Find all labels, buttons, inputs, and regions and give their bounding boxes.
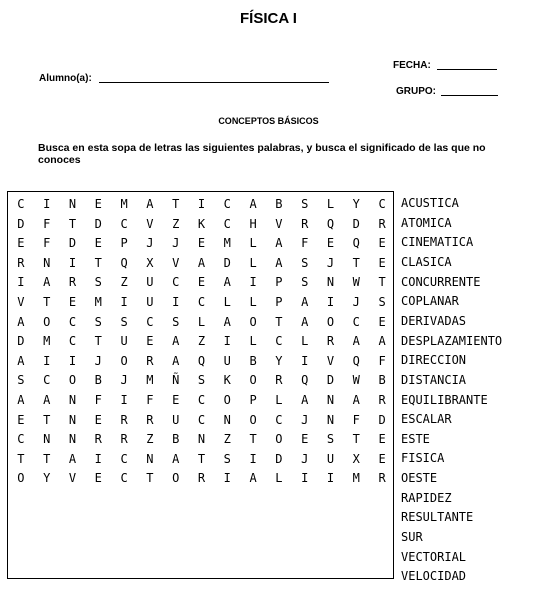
grid-letter[interactable]: T: [197, 451, 206, 466]
grid-letter[interactable]: N: [68, 197, 77, 211]
grid-letter[interactable]: F: [94, 393, 102, 407]
grid-letter[interactable]: E: [197, 275, 206, 290]
grid-letter[interactable]: C: [172, 275, 180, 290]
grid-letter[interactable]: P: [275, 275, 283, 290]
grid-letter[interactable]: S: [326, 432, 335, 447]
grid-letter[interactable]: I: [68, 353, 77, 368]
grid-letter[interactable]: U: [326, 451, 335, 466]
grid-letter[interactable]: E: [378, 255, 386, 270]
grid-letter[interactable]: M: [43, 334, 51, 349]
grid-letter[interactable]: B: [275, 197, 283, 211]
grid-letter[interactable]: I: [223, 471, 231, 486]
grid-letter[interactable]: X: [352, 451, 360, 466]
grid-letter[interactable]: T: [94, 334, 102, 349]
grid-letter[interactable]: M: [146, 373, 154, 388]
grid-letter[interactable]: A: [172, 451, 180, 466]
grid-letter[interactable]: C: [17, 197, 25, 211]
grid-letter[interactable]: A: [17, 353, 25, 368]
grid-letter[interactable]: C: [223, 216, 231, 231]
grid-letter[interactable]: A: [249, 471, 257, 486]
grid-letter[interactable]: C: [68, 334, 77, 349]
grid-letter[interactable]: I: [43, 353, 51, 368]
grid-letter[interactable]: T: [17, 451, 25, 466]
grid-letter[interactable]: Q: [301, 373, 309, 388]
grid-letter[interactable]: L: [249, 334, 257, 349]
grid-letter[interactable]: M: [120, 197, 128, 211]
grid-letter[interactable]: T: [94, 255, 102, 270]
section-subtitle: CONCEPTOS BÁSICOS: [218, 116, 319, 126]
grid-letter[interactable]: S: [94, 314, 102, 329]
grid-letter[interactable]: A: [223, 275, 231, 290]
grid-letter[interactable]: M: [352, 471, 360, 486]
grid-letter[interactable]: T: [68, 216, 77, 231]
grid-letter[interactable]: T: [275, 314, 283, 329]
word-list-item: ATOMICA: [401, 215, 452, 230]
grid-letter[interactable]: T: [378, 275, 386, 290]
grid-letter[interactable]: V: [326, 353, 335, 368]
grid-letter[interactable]: A: [197, 255, 206, 270]
grid-letter[interactable]: U: [172, 412, 180, 427]
grid-letter[interactable]: Q: [352, 353, 360, 368]
grid-letter[interactable]: E: [378, 432, 386, 447]
grid-letter[interactable]: E: [301, 432, 309, 447]
grid-letter[interactable]: A: [68, 451, 77, 466]
grid-letter[interactable]: F: [43, 216, 51, 231]
grid-letter[interactable]: V: [146, 216, 154, 231]
grid-letter[interactable]: E: [94, 236, 102, 251]
grid-letter[interactable]: L: [249, 236, 257, 251]
grid-letter[interactable]: A: [43, 393, 51, 407]
grid-letter[interactable]: E: [94, 412, 102, 427]
grid-letter[interactable]: D: [352, 216, 360, 231]
grid-letter[interactable]: R: [120, 412, 128, 427]
grid-letter[interactable]: Y: [43, 471, 51, 486]
grid-letter[interactable]: N: [223, 412, 231, 427]
grid-letter[interactable]: Z: [197, 334, 206, 349]
grid-letter[interactable]: P: [120, 236, 128, 251]
grid-letter[interactable]: M: [94, 295, 102, 309]
grid-letter[interactable]: D: [275, 451, 283, 466]
grid-letter[interactable]: Z: [172, 216, 180, 231]
grid-letter[interactable]: J: [172, 236, 180, 251]
student-name-field[interactable]: [99, 82, 329, 83]
word-list-item: COPLANAR: [401, 294, 459, 309]
grid-letter[interactable]: W: [352, 373, 360, 388]
grid-letter[interactable]: T: [249, 432, 257, 447]
grid-letter[interactable]: N: [326, 275, 335, 290]
grid-letter[interactable]: I: [326, 295, 335, 309]
grid-letter[interactable]: O: [120, 353, 128, 368]
grid-letter[interactable]: A: [146, 197, 154, 211]
grid-letter[interactable]: I: [43, 197, 51, 211]
word-list-item: RESULTANTE: [401, 510, 474, 525]
grid-letter[interactable]: S: [120, 314, 128, 329]
grid-letter[interactable]: Q: [352, 236, 360, 251]
grid-letter[interactable]: S: [172, 314, 180, 329]
word-list-item: SUR: [401, 530, 423, 545]
grid-letter[interactable]: R: [68, 275, 77, 290]
word-list-item: VECTORIAL: [401, 549, 467, 564]
group-field[interactable]: [441, 95, 498, 96]
grid-letter[interactable]: A: [17, 314, 25, 329]
grid-letter[interactable]: I: [301, 471, 309, 486]
grid-letter[interactable]: I: [172, 295, 180, 309]
word-list-item: CONCURRENTE: [401, 274, 481, 289]
grid-letter[interactable]: S: [301, 197, 309, 211]
page-title: FÍSICA I: [240, 10, 297, 27]
grid-letter[interactable]: J: [301, 412, 309, 427]
word-list-item: CLASICA: [401, 254, 452, 269]
word-list-item: DESPLAZAMIENTO: [401, 333, 503, 348]
grid-letter[interactable]: E: [378, 451, 386, 466]
grid-letter[interactable]: A: [223, 314, 231, 329]
grid-letter[interactable]: N: [326, 393, 335, 407]
grid-letter[interactable]: A: [301, 314, 309, 329]
grid-letter[interactable]: P: [249, 393, 257, 407]
grid-letter[interactable]: O: [17, 471, 25, 486]
grid-letter[interactable]: I: [68, 255, 77, 270]
grid-letter[interactable]: E: [94, 471, 102, 486]
grid-letter[interactable]: R: [146, 353, 154, 368]
grid-letter[interactable]: A: [172, 353, 180, 368]
grid-letter[interactable]: E: [378, 236, 386, 251]
grid-letter[interactable]: B: [249, 353, 257, 368]
date-field[interactable]: [437, 69, 497, 70]
grid-letter[interactable]: L: [301, 334, 309, 349]
grid-letter[interactable]: X: [146, 255, 154, 270]
grid-letter[interactable]: P: [275, 295, 283, 309]
grid-letter[interactable]: R: [275, 373, 283, 388]
grid-letter[interactable]: I: [223, 334, 231, 349]
grid-letter[interactable]: A: [275, 236, 283, 251]
grid-letter[interactable]: D: [378, 412, 386, 427]
grid-letter[interactable]: D: [94, 216, 102, 231]
grid-letter[interactable]: U: [223, 353, 231, 368]
grid-letter[interactable]: I: [301, 353, 309, 368]
word-list-item: DISTANCIA: [401, 372, 467, 387]
grid-letter[interactable]: R: [94, 432, 102, 447]
grid-letter[interactable]: J: [94, 353, 102, 368]
grid-letter[interactable]: C: [68, 314, 77, 329]
grid-letter[interactable]: D: [68, 236, 77, 251]
grid-letter[interactable]: A: [378, 334, 386, 349]
grid-letter[interactable]: C: [120, 216, 128, 231]
grid-letter[interactable]: C: [275, 334, 283, 349]
grid-letter[interactable]: A: [275, 255, 283, 270]
grid-letter[interactable]: C: [275, 412, 283, 427]
grid-letter[interactable]: A: [17, 393, 25, 407]
grid-letter[interactable]: U: [120, 334, 128, 349]
grid-letter[interactable]: A: [301, 393, 309, 407]
grid-letter[interactable]: N: [68, 432, 77, 447]
grid-letter[interactable]: C: [197, 393, 206, 407]
grid-letter[interactable]: M: [223, 236, 231, 251]
grid-letter[interactable]: R: [378, 216, 386, 231]
grid-letter[interactable]: A: [249, 197, 257, 211]
grid-letter[interactable]: K: [197, 216, 206, 231]
grid-letter[interactable]: Y: [352, 197, 360, 211]
grid-letter[interactable]: R: [378, 471, 386, 486]
grid-letter[interactable]: O: [249, 412, 257, 427]
grid-letter[interactable]: E: [94, 197, 102, 211]
grid-letter[interactable]: O: [249, 373, 257, 388]
word-list-item: ACUSTICA: [401, 196, 459, 210]
grid-letter[interactable]: Z: [146, 432, 154, 447]
word-list-item: OESTE: [401, 471, 438, 486]
grid-letter[interactable]: Q: [120, 255, 128, 270]
grid-letter[interactable]: I: [249, 275, 257, 290]
grid-letter[interactable]: Z: [120, 275, 128, 290]
grid-letter[interactable]: T: [43, 451, 51, 466]
grid-letter[interactable]: C: [146, 314, 154, 329]
grid-letter[interactable]: F: [301, 236, 309, 251]
grid-letter[interactable]: E: [68, 295, 77, 309]
grid-letter[interactable]: V: [68, 471, 77, 486]
grid-letter[interactable]: S: [301, 255, 309, 270]
grid-letter[interactable]: Q: [197, 353, 206, 368]
grid-letter[interactable]: D: [17, 216, 25, 231]
grid-letter[interactable]: I: [120, 393, 128, 407]
grid-letter[interactable]: O: [43, 314, 51, 329]
grid-letter[interactable]: T: [172, 197, 180, 211]
grid-letter[interactable]: A: [352, 334, 360, 349]
grid-letter[interactable]: O: [249, 314, 257, 329]
grid-letter[interactable]: L: [249, 255, 257, 270]
grid-letter[interactable]: F: [43, 236, 51, 251]
grid-letter[interactable]: C: [120, 471, 128, 486]
grid-letter[interactable]: R: [326, 334, 335, 349]
grid-letter[interactable]: N: [68, 412, 77, 427]
grid-letter[interactable]: C: [352, 314, 360, 329]
grid-letter[interactable]: U: [146, 275, 154, 290]
word-list-item: RAPIDEZ: [401, 490, 452, 505]
grid-letter[interactable]: E: [17, 236, 25, 251]
grid-letter[interactable]: Q: [326, 216, 335, 231]
grid-letter[interactable]: I: [197, 197, 206, 211]
grid-letter[interactable]: E: [172, 393, 180, 407]
grid-letter[interactable]: O: [275, 432, 283, 447]
grid-letter[interactable]: N: [43, 255, 51, 270]
grid-letter[interactable]: C: [223, 197, 231, 211]
grid-letter[interactable]: L: [223, 295, 231, 309]
grid-letter[interactable]: V: [172, 255, 180, 270]
grid-letter[interactable]: D: [17, 334, 25, 349]
grid-letter[interactable]: N: [43, 432, 51, 447]
grid-letter[interactable]: N: [68, 393, 77, 407]
grid-letter[interactable]: L: [275, 393, 283, 407]
grid-letter[interactable]: I: [17, 275, 25, 290]
word-list-item: ESCALAR: [401, 412, 452, 427]
grid-letter[interactable]: I: [326, 471, 335, 486]
grid-letter[interactable]: J: [352, 295, 360, 309]
word-list-item: EQUILIBRANTE: [401, 392, 488, 407]
grid-letter[interactable]: I: [120, 295, 128, 309]
grid-letter[interactable]: D: [223, 255, 231, 270]
grid-letter[interactable]: L: [197, 314, 206, 329]
grid-letter[interactable]: T: [146, 471, 154, 486]
grid-letter[interactable]: Ñ: [172, 373, 180, 388]
grid-letter[interactable]: S: [301, 275, 309, 290]
instructions-text: Busca en esta sopa de letras las siguientes palabras, y busca el significado de las que no conoces: [38, 142, 486, 166]
grid-letter[interactable]: L: [326, 197, 335, 211]
grid-letter[interactable]: S: [223, 451, 231, 466]
grid-letter[interactable]: C: [197, 295, 206, 309]
date-label: FECHA:: [393, 60, 431, 71]
word-list-item: VELOCIDAD: [401, 569, 467, 584]
grid-letter[interactable]: A: [43, 275, 51, 290]
grid-letter[interactable]: U: [146, 295, 154, 309]
grid-letter[interactable]: R: [146, 412, 154, 427]
grid-letter[interactable]: V: [17, 295, 25, 309]
word-list-item: FISICA: [401, 451, 445, 466]
grid-letter[interactable]: O: [223, 393, 231, 407]
grid-letter[interactable]: O: [326, 314, 335, 329]
grid-letter[interactable]: S: [94, 275, 102, 290]
grid-letter[interactable]: L: [275, 471, 283, 486]
grid-letter[interactable]: Y: [275, 353, 283, 368]
grid-letter[interactable]: T: [352, 255, 360, 270]
grid-letter[interactable]: E: [17, 412, 25, 427]
grid-letter[interactable]: C: [197, 412, 206, 427]
grid-letter[interactable]: C: [17, 432, 25, 447]
grid-letter[interactable]: A: [352, 393, 360, 407]
grid-letter[interactable]: R: [197, 471, 206, 486]
word-search-grid: [7, 191, 394, 579]
grid-letter[interactable]: N: [197, 432, 206, 447]
word-list-item: ESTE: [401, 431, 430, 446]
word-list-item: DERIVADAS: [401, 313, 467, 328]
grid-letter[interactable]: C: [120, 451, 128, 466]
word-list-item: CINEMATICA: [401, 235, 474, 250]
grid-letter[interactable]: R: [17, 255, 25, 270]
grid-letter[interactable]: N: [326, 412, 335, 427]
student-name-label: Alumno(a):: [39, 73, 92, 84]
grid-letter[interactable]: A: [301, 295, 309, 309]
grid-letter[interactable]: R: [378, 393, 386, 407]
grid-letter[interactable]: D: [326, 373, 335, 388]
grid-letter[interactable]: J: [146, 236, 154, 251]
grid-letter[interactable]: B: [94, 373, 102, 388]
grid-letter[interactable]: F: [146, 393, 154, 407]
grid-letter[interactable]: Z: [223, 432, 231, 447]
grid-letter[interactable]: R: [120, 432, 128, 447]
grid-letter[interactable]: F: [378, 353, 386, 368]
grid-letter[interactable]: T: [43, 412, 51, 427]
word-list-item: DIRECCION: [401, 353, 467, 368]
grid-letter[interactable]: C: [43, 373, 51, 388]
grid-letter[interactable]: O: [172, 471, 180, 486]
grid-letter[interactable]: J: [120, 373, 128, 388]
grid-letter[interactable]: J: [326, 255, 335, 270]
grid-letter[interactable]: I: [249, 451, 257, 466]
grid-letter[interactable]: O: [68, 373, 77, 388]
grid-letter[interactable]: E: [146, 334, 154, 349]
grid-letter[interactable]: S: [17, 373, 25, 388]
grid-letter[interactable]: E: [197, 236, 206, 251]
grid-letter[interactable]: C: [378, 197, 386, 211]
grid-letter[interactable]: R: [301, 216, 309, 231]
grid-letter[interactable]: S: [378, 295, 386, 309]
grid-letter[interactable]: W: [352, 275, 360, 290]
grid-letter[interactable]: T: [352, 432, 360, 447]
grid-letter[interactable]: T: [43, 295, 51, 309]
grid-letter[interactable]: H: [249, 216, 257, 231]
grid-letter[interactable]: J: [301, 451, 309, 466]
grid-letter[interactable]: E: [378, 314, 386, 329]
grid-letter[interactable]: B: [172, 432, 180, 447]
grid-letter[interactable]: A: [172, 334, 180, 349]
group-label: GRUPO:: [396, 86, 436, 97]
grid-letter[interactable]: I: [94, 451, 102, 466]
grid-letter[interactable]: S: [197, 373, 206, 388]
grid-letter[interactable]: F: [352, 412, 360, 427]
grid-letter[interactable]: V: [275, 216, 283, 231]
grid-letter[interactable]: E: [326, 236, 335, 251]
grid-letter[interactable]: K: [223, 373, 231, 388]
grid-letter[interactable]: L: [249, 295, 257, 309]
grid-letter[interactable]: N: [146, 451, 154, 466]
grid-letter[interactable]: B: [378, 373, 386, 388]
